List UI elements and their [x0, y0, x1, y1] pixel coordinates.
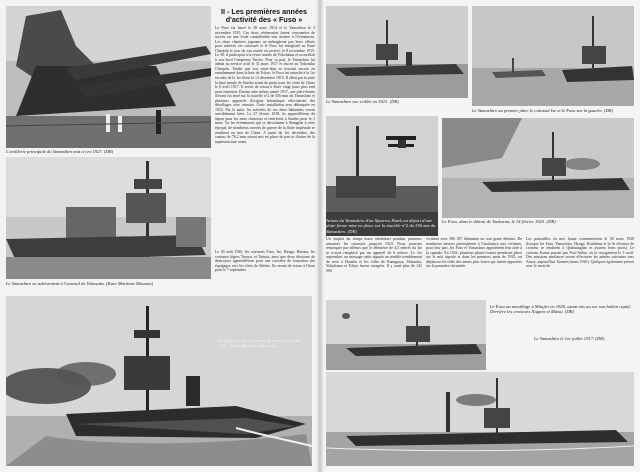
photo-fuso-speed-trials [6, 296, 312, 466]
photo-harbor-1921 [326, 6, 468, 98]
article-column-1: Le Fuso fut lancé le 28 mars 1914 et le Yamashiro le 3 novembre 1915. Ces deux cérémonies furent couronnées de succès car une foule considérable vint assister à l'événement. Les deux chantiers japonais ne ménagèrent pas leurs efforts pour achever ces cuirassés et le Fuso fut enregistré au Kure Chinjufu le jour de son entrée en service, le 8 novembre 1915. Le 30, il participait à la revue navale de Yokohama et accueillait à son bord l'empereur Taisho. Pour sa part, le Yamashiro fut admis au service actif le 31 mars 1917 et inscrit au Yokosuka Chinjufu. Tandis que son sister-ship se trouvait encore en entraînement dans la baie de Tokyo, le Fuso fut rattaché à la 1re escadre de la 1re flotte le 13 décembre 1915. Il allait par la suite la base navale de Sasebo avant de partir pour les côtes de Chine le 8 avril 1917. Il servit de retour à Kure vingt jours plus tard pour entretien. Durant cette même année 1917, une pièce-borne d'avant fut testé sur la tourelle n°2 de 356 mm du Yamashiro et plusieurs appareils d'origine britannique effectuèrent des décollages avec réussite. Cette installation sera débarquée en 1922. Par la suite, les activités de ces deux bâtiments seront sensiblement liées. Le 27 février 1918, ils appareillèrent du Japon pour les eaux chinoises et rentrèrent à Sasebo pour le 3 mars. Vu les événements qui se déroulaient à Shanghai à cette époque, de nombreux navires de guerre de la flotte impériale se rendirent en mer de Chine. A partir du 1er décembre, des canons de 76,2 mm seront mis en place de part et d'autre de la superstructure avant. [215, 26, 315, 144]
page-gutter [316, 0, 324, 472]
photo-mitajiri-anchorage [326, 300, 486, 370]
photo-calm-waters [472, 6, 634, 106]
right-page [320, 0, 640, 472]
caption-refuelling: Le Fuso au mouillage à Mitajiri en 1926, ayant mis au sec son ballon captif. Derrière les croiseurs Nagara et Mutsu. (DR) [490, 304, 631, 315]
text-column-1: Un emploi du temps assez inhabituel pendant plusieurs semaines les cuirassés jusqu'en 1923. Nous pouvons remarquer par ailleurs que le télémètre de 4,5 mètres du Ise se trouva remplacé par un appareil de 6 mètres. Le 1er septembre, un message radio signala un terrible tremblement de terre à Honshu et les villes de Kanagawa, Shizuoka, Yokohama et Tokyo furent ravagées. Il y avait plus de 141 000 [326, 237, 422, 273]
caption-july-1917: Le Yamashiro le 1er juillet 1917. (DR) [534, 336, 605, 341]
article-heading: II - Les premières années d'activité des « Fuso » [221, 7, 307, 25]
photo-yokosuka-arsenal [6, 157, 211, 279]
caption-fuso-trials: Le Fuso lors de ses essais de vitesse en août 1915. (Kure Maritime Museum) [218, 338, 300, 349]
text-column-3: Les patrouilles en mer Jaune commencèrent le 30 mars 1920 (lorsque les Fuso, Yamashiro, Hyuga, Kirishima et la 5e division de croiseur se rendirent à Qinhuangdao et avaient leurs ports). Le croiseur Kuma passait par Port-Arthur où le rejoignirent le 5 avril. Des missions similaires seront effectuées les années suivantes vers Amoy, aujourd'hui Xiamen (mars 1926). Quelques également prévus avec le mois de [526, 237, 634, 269]
caption-harbor-1921: Le Yamashiro vue crillée en 1921. (DR) [326, 99, 399, 104]
photo-yamashiro-underway [326, 372, 634, 466]
article-column-1-end: Le 29 août 1920, les cuirassés Fuso, Ise, Hyuga, Haruna, les croiseurs légers Tenryu, et Tatsuta, ainsi que deux divisions de destroyers appareillèrent pour une croisière de formation des équipages vers les côtes de Sibérie. Ils seront de retour à Otaru pour le 7 septembre. [215, 250, 315, 273]
caption-artillery: L'artillerie principale du Yamashiro mai ici en 1927. (DR) [6, 149, 114, 154]
caption-calm-waters: Le Yamashiro au premier plan, le cuirassé Ise et le Fuso sur la gauche. (DR) [472, 108, 614, 113]
photo-main-artillery [6, 6, 211, 148]
photo-fuso-strait [442, 118, 634, 218]
caption-yokosuka: Le Yamashiro en achèvement à l'arsenal de Yokosuka. (Kure Maritime Museum) [6, 281, 154, 286]
caption-tokuyama: Le Fuso, dans le détroit de Tsukurna, le 14 février 1925. (DR) [442, 219, 556, 224]
text-column-2: victimes avec 580 397 bâtiments en tout genre détruits. De nombreux navires participèrent à l'assistance aux victimes, pour leur part, les Fuso et Yamashiro apportèrent leur aide à la capitale. En 1924, plusieurs plates-formes prendront place sur le mât tripode et dans les premiers mois de 1925, on déplacera les tôles des armes plus fortes qui furent apportées sur la première cheminée. [426, 237, 522, 269]
caption-sparrowhawk: Avions du Yamashiro d'un Sparrow Hawk au départ d'une plate-forme mise en place sur la tourelle n°2 du 356 mm du Yamashiro. (DR) [326, 218, 436, 234]
